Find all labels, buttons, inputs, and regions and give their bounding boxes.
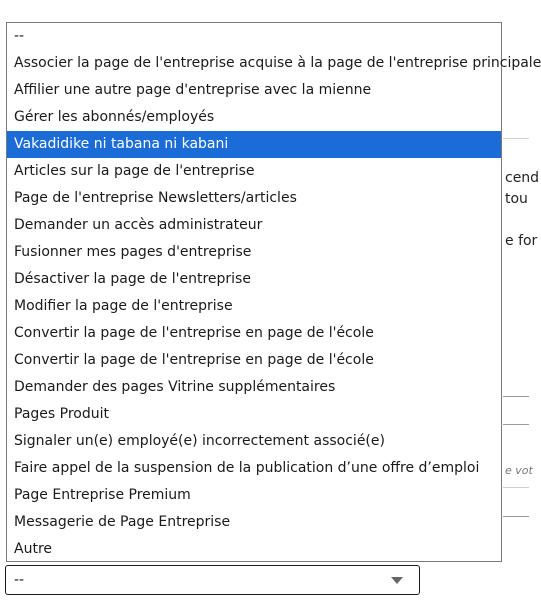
dropdown-option[interactable]: Signaler un(e) employé(e) incorrectement associé(e) <box>14 433 385 449</box>
background-placeholder-fragment: e vot <box>505 464 533 477</box>
dropdown-option[interactable]: Faire appel de la suspension de la publication d’une offre d’emploi <box>14 460 480 476</box>
background-text-fragment: cend <box>505 170 540 186</box>
dropdown-option[interactable]: Désactiver la page de l'entreprise <box>14 271 251 287</box>
dropdown-option[interactable]: Page de l'entreprise Newsletters/articles <box>14 190 297 206</box>
dropdown-option[interactable]: Pages Produit <box>14 406 109 422</box>
dropdown-option[interactable]: Convertir la page de l'entreprise en page de l'école <box>14 325 374 341</box>
dropdown-option[interactable]: Convertir la page de l'entreprise en page de l'école <box>14 352 374 368</box>
dropdown-option[interactable]: Demander des pages Vitrine supplémentaires <box>14 379 336 395</box>
dropdown-option[interactable]: Fusionner mes pages d'entreprise <box>14 244 252 260</box>
dropdown-option[interactable]: Demander un accès administrateur <box>14 217 263 233</box>
dropdown-option[interactable]: Page Entreprise Premium <box>14 487 191 503</box>
background-divider <box>503 138 529 139</box>
background-divider <box>503 487 529 488</box>
dropdown-option[interactable]: Modifier la page de l'entreprise <box>14 298 233 314</box>
background-input-border <box>503 516 529 517</box>
dropdown-option[interactable]: Gérer les abonnés/employés <box>14 109 215 125</box>
background-input-border <box>503 396 529 397</box>
dropdown-option[interactable]: Messagerie de Page Entreprise <box>14 514 231 530</box>
dropdown-option-highlighted[interactable]: Vakadidike ni tabana ni kabani <box>7 131 501 158</box>
dropdown-option[interactable]: Affilier une autre page d'entreprise avec la mienne <box>14 82 372 98</box>
dropdown-option[interactable]: -- <box>14 28 25 44</box>
select-current-value: -- <box>14 572 25 588</box>
topic-select[interactable] <box>5 565 420 595</box>
chevron-down-icon <box>391 577 403 584</box>
background-input-border <box>503 424 529 425</box>
background-text-fragment: tou <box>505 191 528 207</box>
dropdown-option[interactable]: Autre <box>14 541 53 557</box>
dropdown-option[interactable]: Articles sur la page de l'entreprise <box>14 163 255 179</box>
background-text-fragment: e for <box>505 233 538 249</box>
dropdown-option[interactable]: Associer la page de l'entreprise acquise à la page de l'entreprise principale <box>14 55 541 71</box>
